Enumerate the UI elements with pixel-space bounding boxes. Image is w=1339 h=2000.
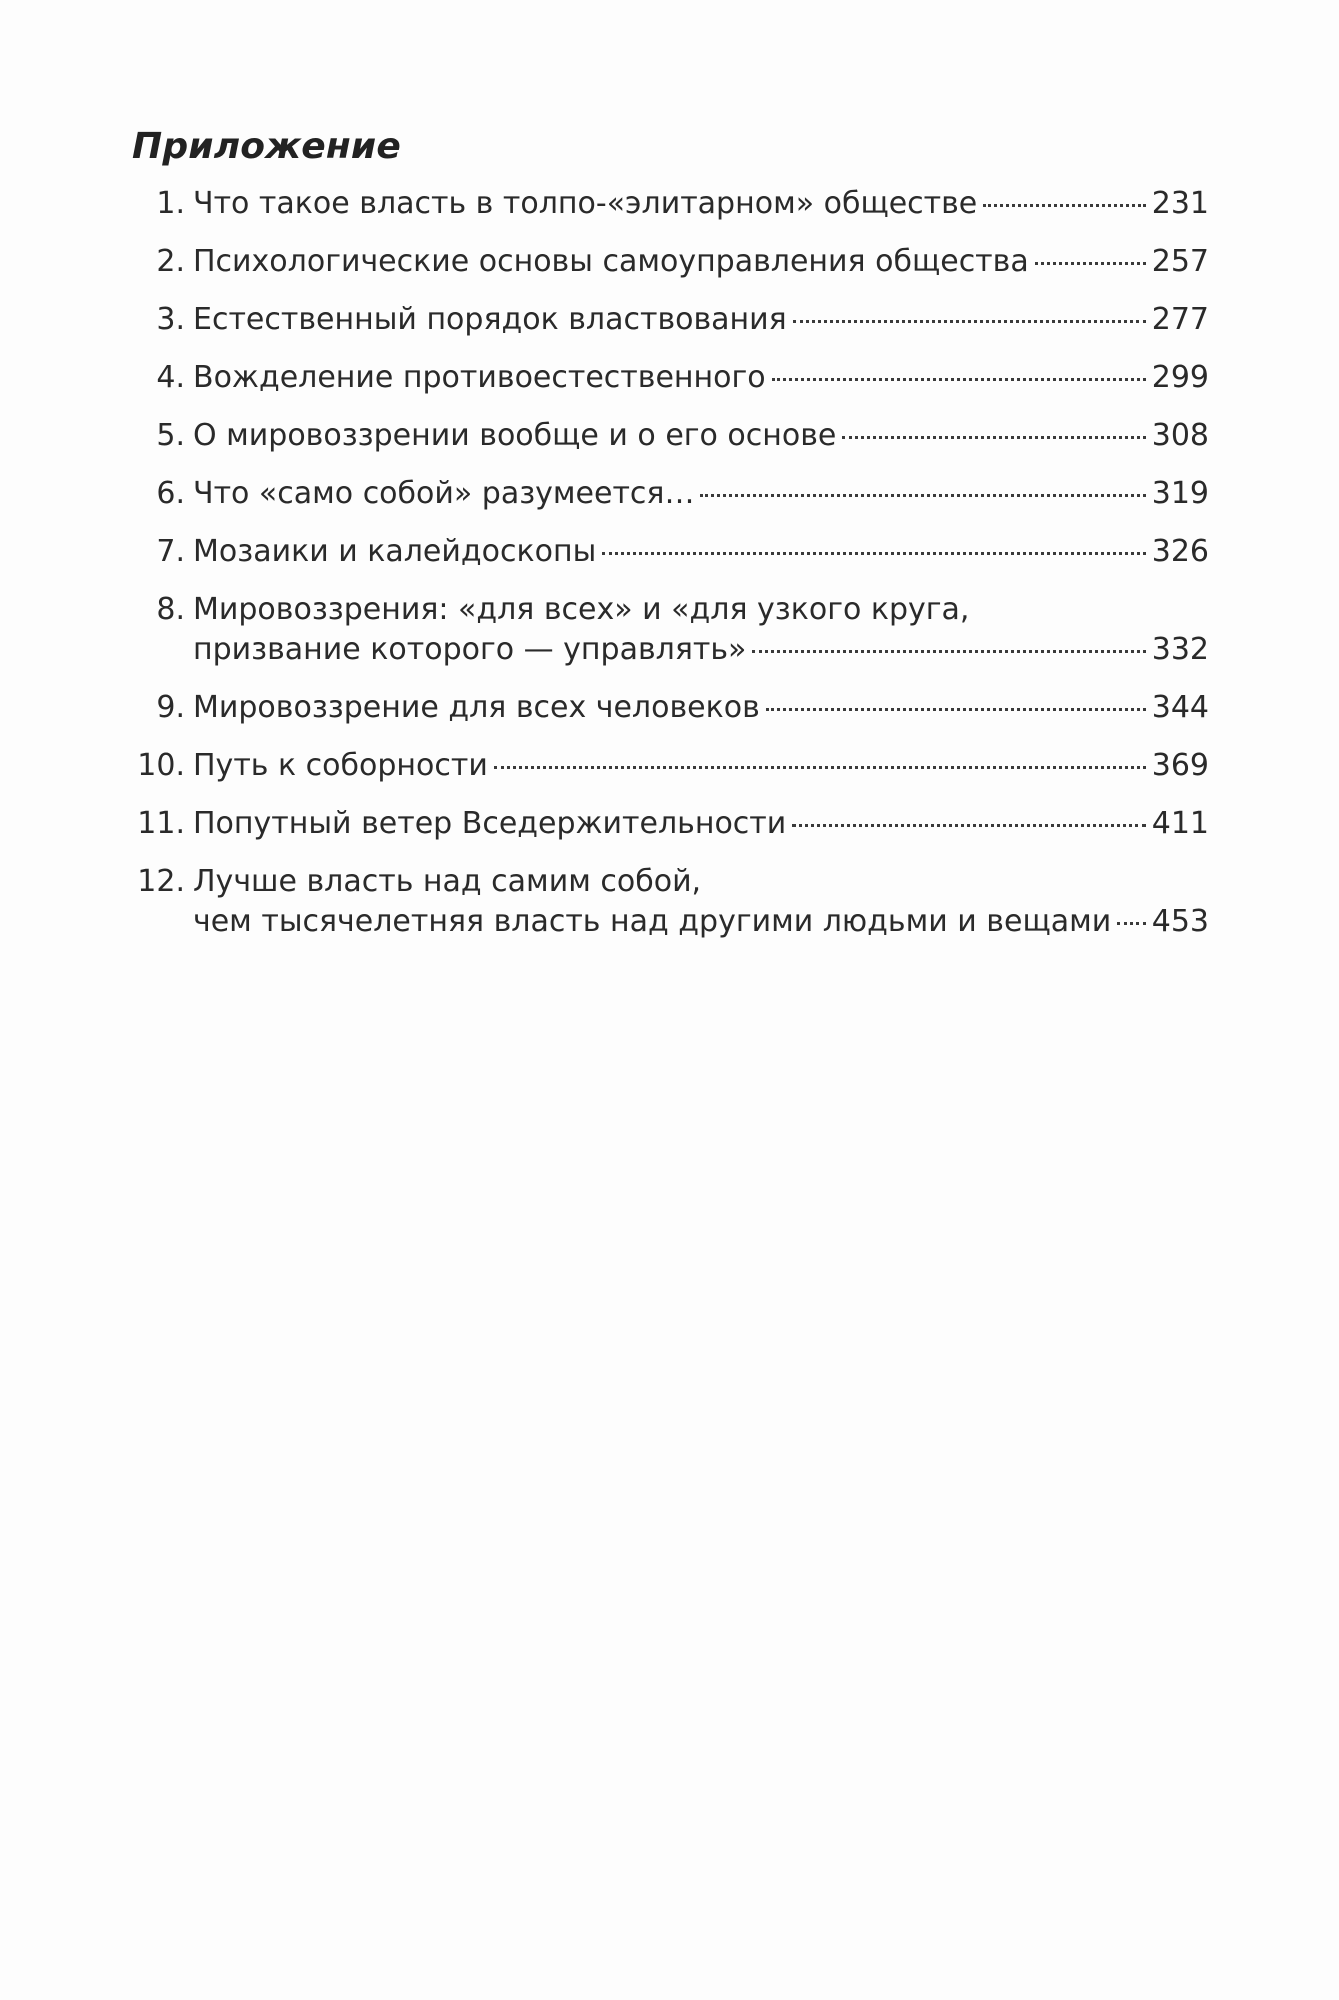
entry-page: 299 xyxy=(1151,360,1209,395)
dot-leader xyxy=(1035,262,1146,265)
entry-title: Попутный ветер Вседержительности xyxy=(193,806,787,841)
dot-leader xyxy=(772,378,1146,381)
entry-title: Вожделение противоестественного xyxy=(193,360,766,395)
dot-leader xyxy=(842,436,1145,439)
entry-number: 1. xyxy=(156,186,185,221)
entry-number: 7. xyxy=(156,534,185,569)
toc-entry[interactable] xyxy=(132,590,1209,670)
entry-title: Лучше власть над самим собой, xyxy=(193,864,702,899)
entry-page: 411 xyxy=(1151,806,1209,841)
toc-entry[interactable] xyxy=(132,804,1209,844)
toc-entry[interactable] xyxy=(132,532,1209,572)
dot-leader xyxy=(792,824,1145,827)
entry-title: Мировоззрения: «для всех» и «для узкого круга, xyxy=(193,592,970,627)
entry-title: О мировоззрении вообще и о его основе xyxy=(193,418,837,453)
entry-page: 308 xyxy=(1151,418,1209,453)
entry-page: 332 xyxy=(1151,632,1209,667)
toc-entry[interactable] xyxy=(132,358,1209,398)
entry-page: 326 xyxy=(1151,534,1209,569)
toc-entry[interactable] xyxy=(132,184,1209,224)
entry-number: 9. xyxy=(156,690,185,725)
entry-title-continuation: чем тысячелетняя власть над другими людьми и вещами xyxy=(193,904,1112,939)
table-of-contents xyxy=(132,184,1209,960)
dot-leader xyxy=(766,708,1146,711)
entry-title: Что такое власть в толпо-«элитарном» обществе xyxy=(193,186,978,221)
entry-title: Мозаики и калейдоскопы xyxy=(193,534,597,569)
entry-title: Что «само собой» разумеется… xyxy=(193,476,695,511)
entry-number: 3. xyxy=(156,302,185,337)
entry-page: 231 xyxy=(1151,186,1209,221)
entry-number: 10. xyxy=(137,748,185,783)
dot-leader xyxy=(494,766,1146,769)
dot-leader xyxy=(752,650,1145,653)
entry-page: 344 xyxy=(1151,690,1209,725)
entry-number: 12. xyxy=(137,864,185,899)
dot-leader xyxy=(793,320,1146,323)
dot-leader xyxy=(983,204,1145,207)
entry-number: 4. xyxy=(156,360,185,395)
entry-title: Естественный порядок властвования xyxy=(193,302,787,337)
section-heading: Приложение xyxy=(132,126,401,167)
entry-page: 319 xyxy=(1151,476,1209,511)
entry-number: 5. xyxy=(156,418,185,453)
toc-entry[interactable] xyxy=(132,688,1209,728)
entry-number: 6. xyxy=(156,476,185,511)
entry-page: 257 xyxy=(1151,244,1209,279)
entry-title-continuation: призвание которого — управлять» xyxy=(193,632,747,667)
entry-page: 277 xyxy=(1151,302,1209,337)
entry-page: 453 xyxy=(1151,904,1209,939)
toc-entry[interactable] xyxy=(132,242,1209,282)
entry-number: 11. xyxy=(137,806,185,841)
entry-number: 8. xyxy=(156,592,185,627)
dot-leader xyxy=(1117,922,1146,925)
dot-leader xyxy=(602,552,1145,555)
entry-page: 369 xyxy=(1151,748,1209,783)
entry-title: Психологические основы самоуправления общества xyxy=(193,244,1029,279)
dot-leader xyxy=(700,494,1145,497)
entry-number: 2. xyxy=(156,244,185,279)
entry-title: Путь к соборности xyxy=(193,748,488,783)
toc-entry[interactable] xyxy=(132,300,1209,340)
toc-entry[interactable] xyxy=(132,862,1209,942)
entry-title: Мировоззрение для всех человеков xyxy=(193,690,760,725)
toc-entry[interactable] xyxy=(132,416,1209,456)
toc-entry[interactable] xyxy=(132,746,1209,786)
toc-entry[interactable] xyxy=(132,474,1209,514)
